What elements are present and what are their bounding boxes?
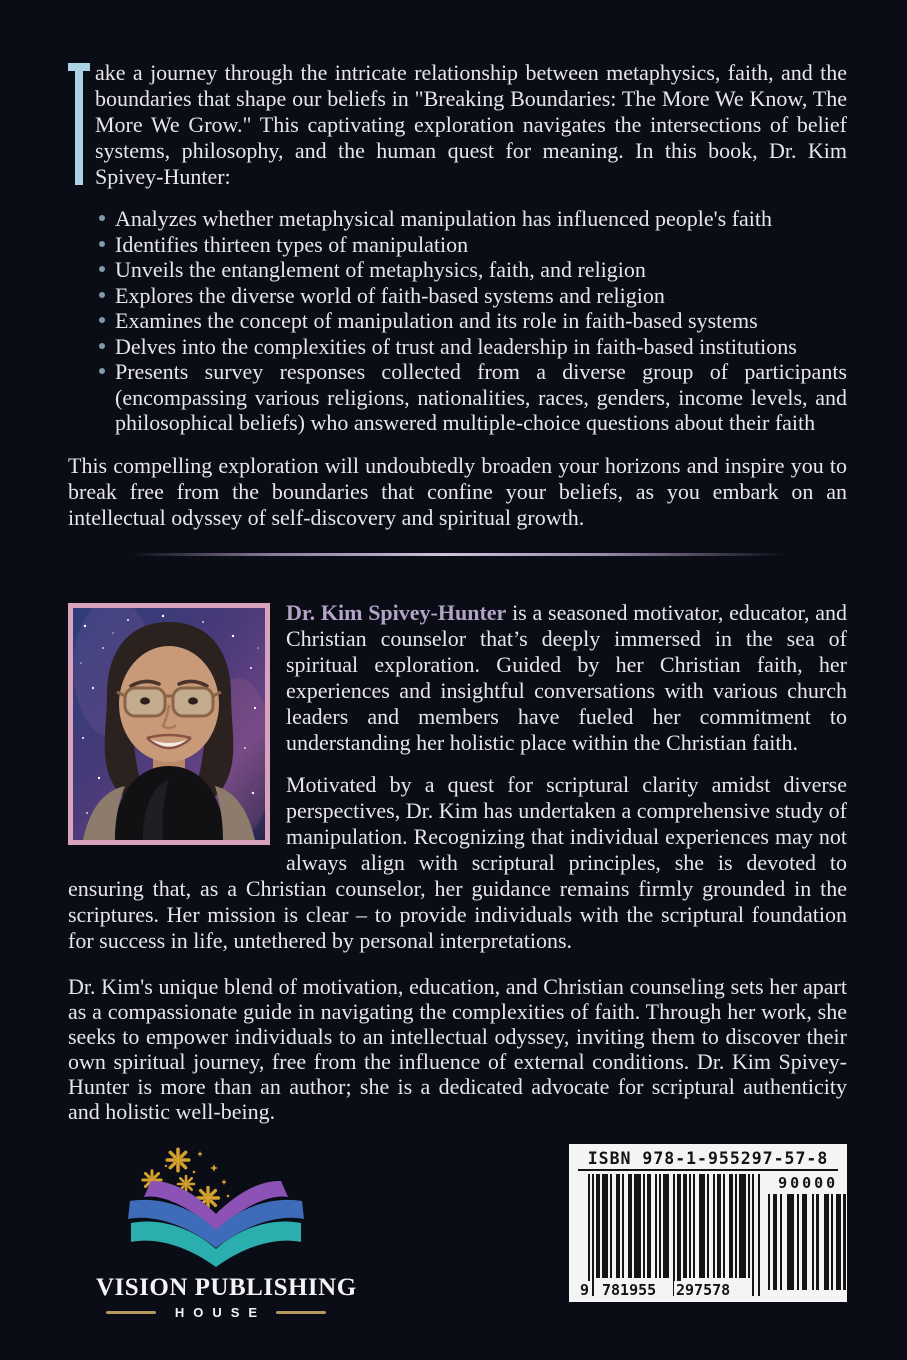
dropcap-t-icon (68, 63, 90, 185)
bullet-dot-icon (99, 215, 105, 221)
dropcap-t-stem (75, 63, 83, 185)
synopsis-text: ake a journey through the intricate relationship between metaphysics, faith, and the boundaries that shape our beliefs in "Breaking Boundaries: The More We Know, The More We Grow." This captivating exploration navigates the intersections of belief systems, philosophy, and the human quest for meaning. In this book, Dr. Kim Spivey-Hunter: (95, 60, 847, 189)
bullet-dot-icon (99, 266, 105, 272)
isbn-number: ISBN 978-1-955297-57-8 (578, 1149, 838, 1171)
bullet-dot-icon (99, 317, 105, 323)
bullet-dot-icon (99, 292, 105, 298)
bullet-text: Identifies thirteen types of manipulation (115, 231, 469, 257)
list-item (115, 308, 847, 334)
gold-dash-right (276, 1311, 326, 1314)
bullet-list (68, 206, 847, 436)
publisher-subname: HOUSE (174, 1304, 267, 1320)
bullet-text: Delves into the complexities of trust and leadership in faith-based institutions (115, 333, 797, 359)
barcode-row (578, 1174, 838, 1299)
barcode-digits (578, 1279, 760, 1299)
author-portrait-illustration (73, 608, 265, 840)
synopsis-paragraph (68, 60, 847, 190)
barcode-main (580, 1174, 760, 1299)
bullet-text: Explores the diverse world of faith-based systems and religion (115, 282, 665, 308)
barcode-digit-lead: 9 (580, 1280, 590, 1299)
section-divider (130, 553, 785, 556)
author-name: Dr. Kim Spivey-Hunter (286, 599, 507, 625)
barcode-digit-group2: 297578 (676, 1280, 731, 1299)
publisher-logo (96, 1144, 357, 1320)
closing-paragraph: This compelling exploration will undoubtedly broaden your horizons and inspire you to break free from the boundaries that confine your beliefs, as you embark on an intellectual odyssey of self-discovery and spiritual growth. (68, 452, 847, 530)
bullet-text: Presents survey responses collected from a diverse group of participants (encompassing various religions, nationalities, races, genders, income levels, and philosophical beliefs) who answered multiple-choice questions about their faith (115, 359, 847, 435)
bio-paragraph-1-text: is a seasoned motivator, educator, and Christian counselor that’s deeply immersed in the sea of spiritual exploration. Guided by her Christian faith, her experiences and insightful conversations with various church leaders and members have fueled her commitment to understanding her holistic place within the Christian faith. (286, 599, 847, 755)
list-item (115, 232, 847, 258)
list-item (115, 359, 847, 436)
bullet-text: Unveils the entanglement of metaphysics, faith, and religion (115, 257, 646, 282)
barcode-supplement (768, 1174, 846, 1299)
list-item (115, 334, 847, 360)
list-item (115, 257, 847, 283)
open-book-fireworks-icon (116, 1144, 316, 1272)
bullet-dot-icon (99, 343, 105, 349)
isbn-barcode-block (569, 1144, 847, 1302)
author-section (68, 600, 847, 1124)
barcode-bars (588, 1174, 760, 1278)
barcode-digit-group1: 781955 (602, 1280, 657, 1299)
bullet-text: Examines the concept of manipulation and its role in faith-based systems (115, 308, 758, 333)
publisher-name: VISION PUBLISHING (96, 1273, 357, 1301)
bullet-dot-icon (99, 368, 105, 374)
bullet-dot-icon (99, 241, 105, 247)
bio-paragraph-2: Motivated by a quest for scriptural clarity amidst diverse perspectives, Dr. Kim has undertaken a comprehensive study of manipulation. Recognizing that individual experiences may not always align with scriptural principles, she is devoted to ensuring that, as a Christian counselor, her guidance remains firmly grounded in the scriptures. Her mission is clear – to provide individuals with the scriptural foundation for success in life, untethered by personal interpretations. (68, 771, 847, 953)
gold-dash-left (106, 1311, 156, 1314)
author-photo (68, 603, 270, 845)
list-item (115, 283, 847, 309)
supplement-bars (768, 1194, 846, 1290)
footer (68, 1144, 847, 1320)
list-item (115, 206, 847, 232)
bio-paragraph-3: Dr. Kim's unique blend of motivation, education, and Christian counseling sets her apart as a compassionate guide in navigating the complexities of faith. Through her work, she seeks to empower individuals to an intellectual odyssey, inviting them to discover their own spiritual journey, free from the influence of external conditions. Dr. Kim Spivey-Hunter is more than an author; she is a dedicated advocate for scriptural authenticity and holistic well-being. (68, 973, 847, 1124)
supplement-number: 90000 (778, 1173, 839, 1192)
bullet-text: Analyzes whether metaphysical manipulation has influenced people's faith (115, 206, 773, 231)
publisher-subname-row (96, 1305, 336, 1320)
